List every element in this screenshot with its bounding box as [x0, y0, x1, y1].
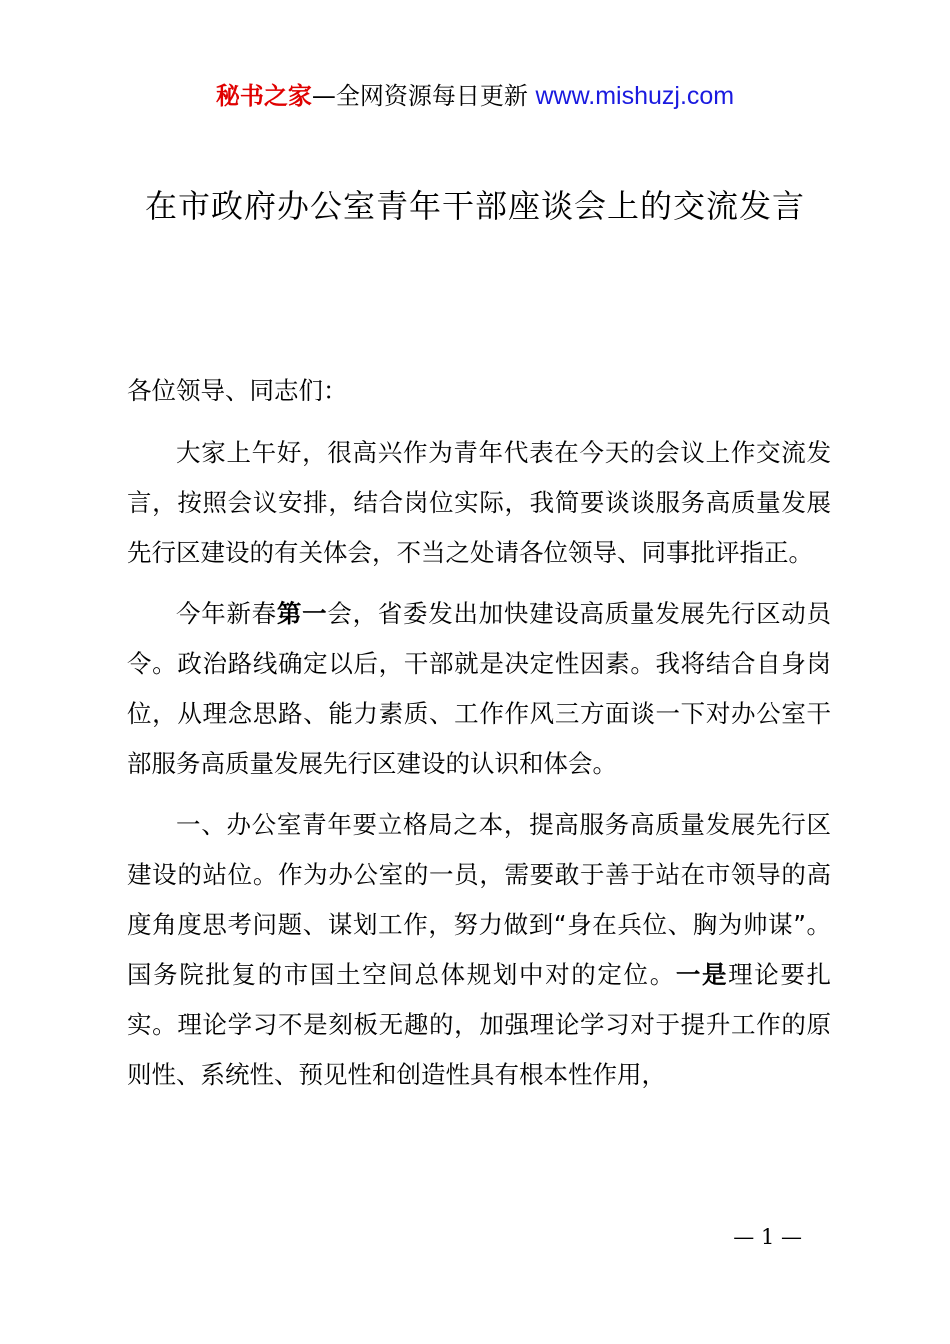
- site-header: [0, 80, 950, 112]
- paragraph-opening: 大家上午好，很高兴作为青年代表在今天的会议上作交流发言，按照会议安排，结合岗位实际，我简要谈谈服务高质量发展先行区建设的有关体会，不当之处请各位领导、同事批评指正。: [127, 438, 831, 567]
- salutation: 各位领导、同志们：: [127, 376, 348, 405]
- document-title: 在市政府办公室青年干部座谈会上的交流发言: [144, 187, 805, 225]
- paragraph-section-one: [127, 800, 831, 1100]
- document-body: [127, 366, 831, 1111]
- site-url-link[interactable]: www.mishuzj.com: [535, 82, 735, 110]
- paragraph-text: 会，省委发出加快建设高质量发展先行区动员令。政治路线确定以后，干部就是决定性因素。我将结合自身岗位，从理念思路、能力素质、工作作风三方面谈一下对办公室干部服务高质量发展先行区建设的认识和体会。: [127, 599, 832, 778]
- header-tagline: —全网资源每日更新: [311, 82, 536, 110]
- emphasis-text: 一是: [675, 960, 729, 989]
- paragraph-context: [127, 589, 831, 789]
- paragraph-text: 今年新春: [176, 599, 277, 628]
- paragraph-text: 一、办公室青年要立格局之本，提高服务高质量发展先行区建设的站位。作为办公室的一员，需要敢于善于站在市领导的高度角度思考问题、谋划工作，努力做到“身在兵位、胸为帅谋”。国务院批复的市国土空间总体规划中对的定位。: [127, 810, 831, 989]
- paragraph-text: 理论要扎实。理论学习不是刻板无趣的，加强理论学习对于提升工作的原则性、系统性、预见性和创造性具有根本性作用，: [127, 960, 832, 1089]
- page-number: — 1 —: [733, 1225, 802, 1249]
- brand-name: 秘书之家: [215, 82, 312, 110]
- emphasis-text: 第一: [276, 599, 328, 628]
